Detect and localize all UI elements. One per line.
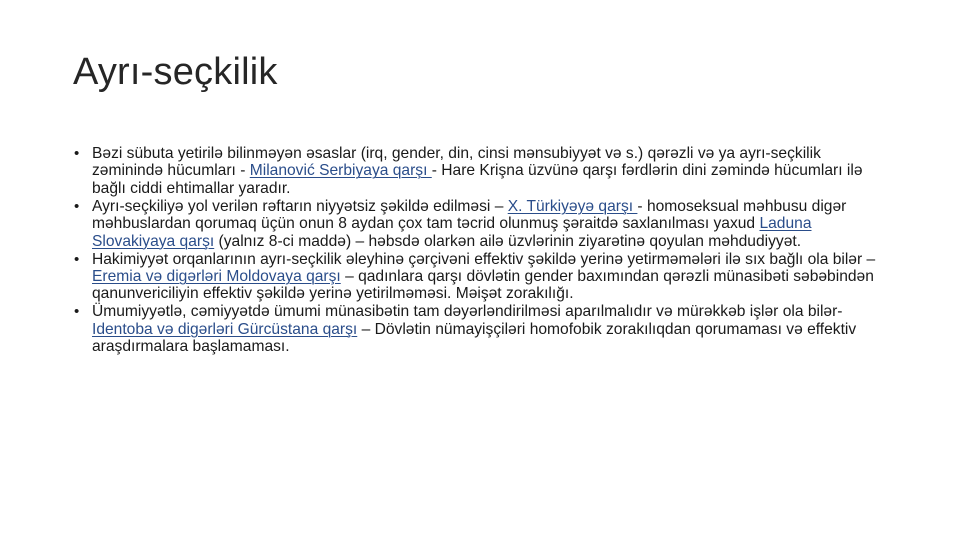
- case-link-laduna[interactable]: Laduna Slovakiyaya qarşı: [92, 215, 812, 250]
- bullet-marker: •: [74, 145, 80, 162]
- bullet-item: [73, 145, 893, 197]
- bullet-text: - Hare Krişna üzvünə qarşı fərdlərin dini zəmində hücumları ilə bağlı ciddi ehtimallar yaradır.: [92, 162, 863, 197]
- bullet-text: Ayrı-seçkiliyə yol verilən rəftarın niyyətsiz şəkildə edilməsi –: [92, 197, 508, 215]
- bullet-item: [73, 303, 893, 355]
- bullet-text: - homoseksual məhbusu digər məhbuslardan qorumaq üçün onun 8 aydan çox tam təcrid olunmuş şəraitdə saxlanılması yaxud: [92, 197, 847, 233]
- case-link-identoba[interactable]: Identoba və digərləri Gürcüstana qarşı: [92, 320, 358, 338]
- bullet-text: (yalnız 8-ci maddə) – həbsdə olarkən ailə üzvlərinin ziyarətinə qoyulan məhdudiyyət.: [214, 232, 802, 250]
- bullet-marker: •: [74, 303, 80, 321]
- bullet-text: Hakimiyyət orqanlarının ayrı-seçkilik əleyhinə çərçivəni effektiv şəkildə yerinə yetirməmələri ilə sıx bağlı ola bilər –: [92, 250, 876, 268]
- case-link-milanovic[interactable]: Milanović Serbiyaya qarşı: [249, 162, 432, 180]
- case-link-eremia[interactable]: Eremia və digərləri Moldovaya qarşı: [92, 268, 341, 286]
- bullet-item: [73, 251, 893, 303]
- bullet-item: [73, 198, 893, 250]
- bullet-text: – qadınlara qarşı dövlətin gender baxımından qərəzli münasibəti səbəbindən qanunvericiliyin effektiv şəkildə yerinə yetirilməməsi. Məişət zorakılığı.: [92, 268, 874, 303]
- bullet-text: Bəzi sübuta yetirilə bilinməyən əsaslar (irq, gender, din, cinsi mənsubiyyət və s.) qərəzli və ya ayrı-seçkilik zəminində hücumları -: [92, 145, 821, 180]
- case-link-x-turkey[interactable]: X. Türkiyəyə qarşı: [507, 197, 638, 215]
- bullet-text: – Dövlətin nümayişçiləri homofobik zorakılıqdan qorumaması və effektiv araşdırmalara başlamaması.: [92, 320, 857, 356]
- bullet-text: Ümumiyyətlə, cəmiyyətdə ümumi münasibətin tam dəyərləndirilməsi aparılmalıdır və mürəkkəb işlər ola bilər-: [92, 303, 843, 321]
- bullet-list: [73, 145, 893, 356]
- bullet-marker: •: [74, 250, 80, 268]
- slide-title: Ayrı-seçkilik: [73, 51, 278, 93]
- bullet-marker: •: [74, 197, 80, 215]
